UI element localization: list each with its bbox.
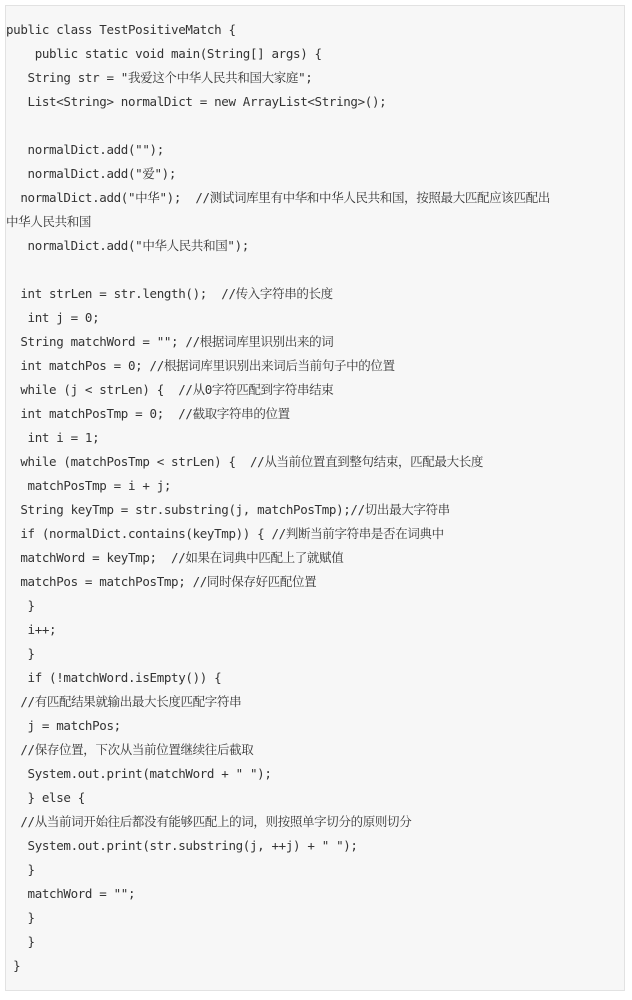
code-line: public static void main(String[] args) { — [6, 46, 322, 61]
code-line: while (matchPosTmp < strLen) { //从当前位置直到整句结束，匹配最大长度 — [6, 454, 484, 469]
code-line: public class TestPositiveMatch { — [6, 22, 236, 37]
code-line: matchPosTmp = i + j; — [6, 478, 172, 493]
code-line: //从当前词开始往后都没有能够匹配上的词，则按照单字切分的原则切分 — [6, 814, 412, 829]
code-line: normalDict.add("爱"); — [6, 166, 177, 181]
code-line: } — [6, 862, 35, 877]
code-line: j = matchPos; — [6, 718, 121, 733]
code-line: //保存位置，下次从当前位置继续往后截取 — [6, 742, 254, 757]
code-line: System.out.print(str.substring(j, ++j) + " "); — [6, 838, 358, 853]
code-line: matchWord = ""; — [6, 886, 136, 901]
code-line: normalDict.add("中华人民共和国"); — [6, 238, 249, 253]
code-line: String str = "我爱这个中华人民共和国大家庭"; — [6, 70, 313, 85]
code-line: //有匹配结果就输出最大长度匹配字符串 — [6, 694, 242, 709]
code-line: String matchWord = ""; //根据词库里识别出来的词 — [6, 334, 334, 349]
code-lines — [6, 18, 550, 978]
code-line: } — [6, 958, 21, 973]
code-line: matchWord = keyTmp; //如果在词典中匹配上了就赋值 — [6, 550, 344, 565]
code-line: String keyTmp = str.substring(j, matchPosTmp);//切出最大字符串 — [6, 502, 450, 517]
code-line: if (!matchWord.isEmpty()) { — [6, 670, 222, 685]
code-line: if (normalDict.contains(keyTmp)) { //判断当前字符串是否在词典中 — [6, 526, 444, 541]
code-line: matchPos = matchPosTmp; //同时保存好匹配位置 — [6, 574, 317, 589]
code-line: System.out.print(matchWord + " "); — [6, 766, 272, 781]
code-line: int i = 1; — [6, 430, 100, 445]
code-line: } — [6, 910, 35, 925]
code-block — [5, 5, 625, 991]
code-line: List<String> normalDict = new ArrayList<String>(); — [6, 94, 387, 109]
code-line: } — [6, 934, 35, 949]
code-line: int matchPos = 0; //根据词库里识别出来词后当前句子中的位置 — [6, 358, 395, 373]
code-line: i++; — [6, 622, 57, 637]
code-line: int j = 0; — [6, 310, 100, 325]
code-line — [6, 114, 550, 138]
code-line — [6, 258, 550, 282]
code-line: } — [6, 646, 35, 661]
code-line: } — [6, 598, 35, 613]
code-line: } else { — [6, 790, 85, 805]
code-line: normalDict.add(""); — [6, 142, 164, 157]
code-line: int matchPosTmp = 0; //截取字符串的位置 — [6, 406, 290, 421]
code-line: normalDict.add("中华"); //测试词库里有中华和中华人民共和国，按照最大匹配应该匹配出 — [6, 190, 550, 205]
code-line: while (j < strLen) { //从0字符匹配到字符串结束 — [6, 382, 334, 397]
code-line: 中华人民共和国 — [6, 214, 92, 229]
code-line: int strLen = str.length(); //传入字符串的长度 — [6, 286, 333, 301]
